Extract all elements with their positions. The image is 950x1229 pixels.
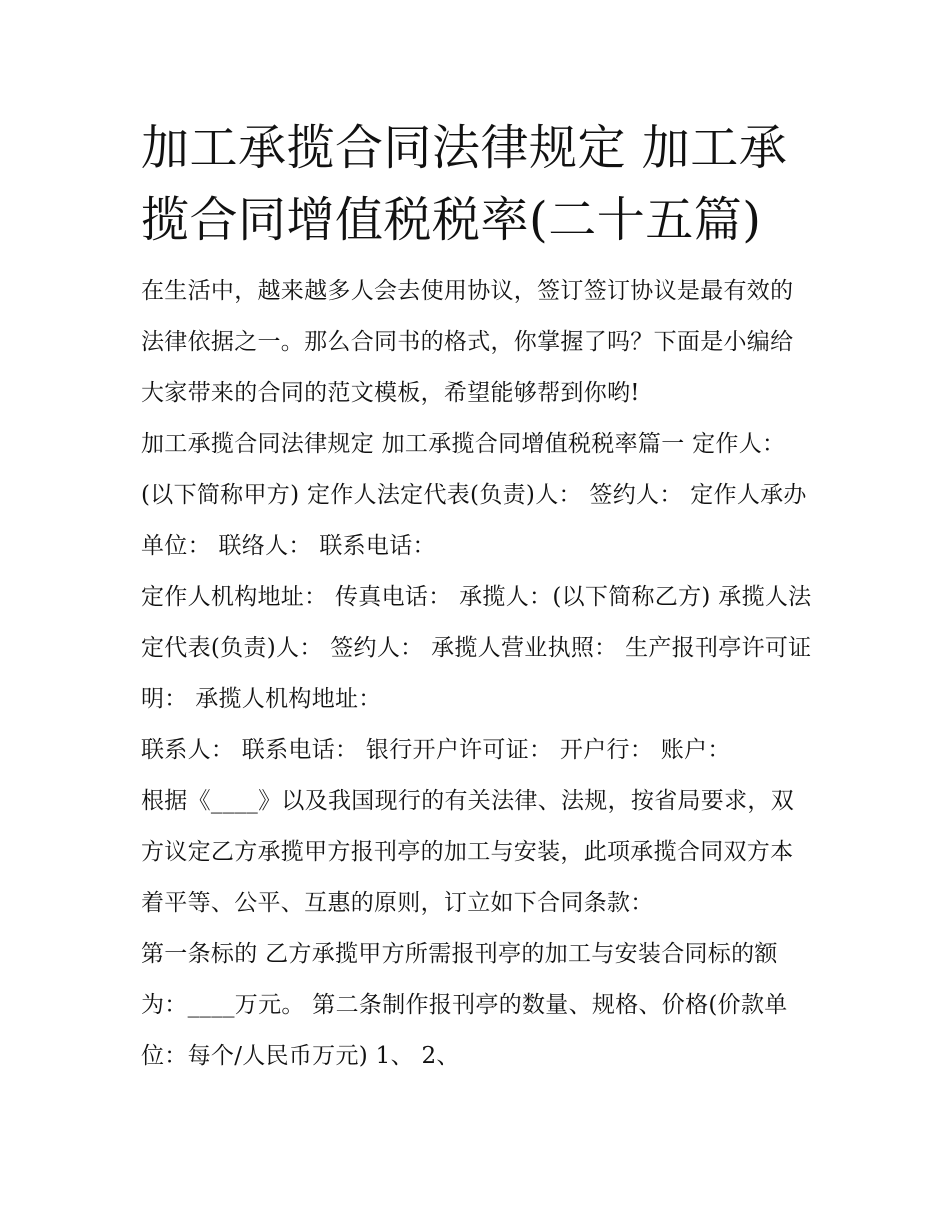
paragraph-intro: 在生活中，越来越多人会去使用协议，签订签订协议是最有效的法律依据之一。那么合同书的格式，你掌握了吗？下面是小编给大家带来的合同的范文模板，希望能够帮到你哟! (141, 278, 794, 406)
paragraph-parties: 加工承揽合同法律规定 加工承揽合同增值税税率篇一 定作人：(以下简称甲方) 定作人法定代表(负责)人： 签约人： 定作人承办单位： 联络人： 联系电话： (141, 431, 807, 559)
document-page (141, 112, 813, 1082)
paragraph-basis: 根据《____》以及我国现行的有关法律、法规，按省局要求，双方议定乙方承揽甲方报刊亭的加工与安装，此项承揽合同双方本着平等、公平、互惠的原则，订立如下合同条款： (141, 788, 794, 916)
document-title: 加工承揽合同法律规定 加工承揽合同增值税税率(二十五篇) (141, 120, 788, 248)
paragraph-article-one: 第一条标的 乙方承揽甲方所需报刊亭的加工与安装合同标的额为：____万元。 第二条制作报刊亭的数量、规格、价格(价款单位：每个/人民币万元) 1、 2、 (141, 941, 788, 1069)
paragraph-contact: 联系人： 联系电话： 银行开户许可证： 开户行： 账户： (141, 737, 731, 763)
paragraph-contractor: 定作人机构地址： 传真电话： 承揽人：(以下简称乙方) 承揽人法定代表(负责)人： 签约人： 承揽人营业执照： 生产报刊亭许可证明： 承揽人机构地址： (141, 584, 812, 712)
